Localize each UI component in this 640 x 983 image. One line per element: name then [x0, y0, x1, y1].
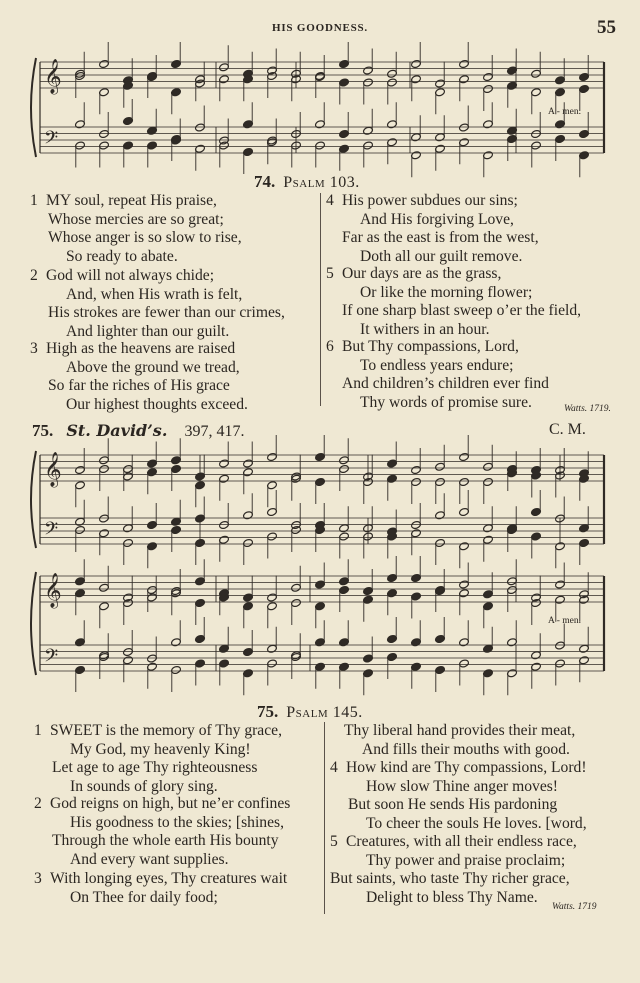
- hymn75-source: Psalm 145.: [286, 704, 363, 721]
- hymn75-verse-3-cont: Thy liberal hand provides their meat, And fills their mouths with good.: [344, 722, 576, 758]
- tune75-meter: C. M.: [549, 421, 586, 438]
- hymn74-number: 74.: [254, 172, 276, 191]
- hymn75-heading: [257, 702, 363, 722]
- hymn75-verse-2: 2 God reigns on high, but ne’er confines His goodness to the skies; [shines, Through the whole earth His bounty And every want supplies.: [34, 795, 291, 868]
- hymn74-source: Psalm 103.: [283, 174, 360, 191]
- hymn74-verse-2: 2 God will not always chide; And, when His wrath is felt, His strokes are fewer than our crimes, And lighter than our guilt.: [30, 267, 285, 340]
- system3-treble-clef: 𝄞: [44, 573, 62, 608]
- column-divider-74: [320, 193, 321, 406]
- system3-bass-clef: 𝄢: [44, 646, 59, 671]
- system3-brace: [31, 572, 36, 675]
- column-divider-75: [324, 722, 325, 914]
- hymn74-heading: [254, 172, 360, 192]
- system2-bass-clef: 𝄢: [44, 519, 59, 544]
- hymn74-verse-1: 1 MY soul, repeat His praise, Whose mercies are so great; Whose anger is so slow to rise, So ready to abate.: [30, 192, 242, 265]
- hymn74-verse-4: 4 His power subdues our sins; And His forgiving Love, Far as the east is from the west, Doth all our guilt remove.: [326, 192, 539, 265]
- hymn74-verse-6: 6 But Thy compassions, Lord, To endless years endure; And children’s children ever find Thy words of promise sure.: [326, 338, 549, 411]
- amen-top: A - men.: [548, 107, 581, 117]
- system1-treble-clef: 𝄞: [44, 59, 62, 94]
- system1-bass-clef: 𝄢: [44, 128, 59, 153]
- tune75-heading: [32, 421, 244, 441]
- hymn74-verse-3: 3 High as the heavens are raised Above the ground we tread, So far the riches of His grace Our highest thoughts exceed.: [30, 340, 248, 413]
- hymn74-credit: Watts. 1719.: [564, 404, 611, 414]
- hymn75-verse-3: 3 With longing eyes, Thy creatures wait On Thee for daily food;: [34, 870, 288, 906]
- tune75-number: 75.: [32, 421, 54, 440]
- system2-treble-clef: 𝄞: [44, 452, 62, 487]
- hymn74-verse-5: 5 Our days are as the grass, Or like the morning flower; If one sharp blast sweep o’er the field, It withers in an hour.: [326, 265, 582, 338]
- system2-brace: [31, 451, 36, 548]
- tune75-refs: 397, 417.: [184, 423, 245, 440]
- system1-brace: [31, 58, 36, 157]
- hymn75-credit: Watts. 1719: [552, 902, 597, 912]
- running-head: HIS GOODNESS.: [272, 22, 368, 34]
- page-number: 55: [597, 17, 616, 38]
- hymn75-number: 75.: [257, 702, 279, 721]
- hymn75-verse-1: 1 SWEET is the memory of Thy grace, My God, my heavenly King! Let age to age Thy righteousness In sounds of glory sing.: [34, 722, 282, 795]
- amen-tune75: A - men.: [548, 616, 581, 626]
- hymn75-verse-5: 5 Creatures, with all their endless race, Thy power and praise proclaim; But saints, who taste Thy richer grace, Delight to bless Thy Name.: [330, 833, 577, 906]
- hymn75-verse-4: 4 How kind are Thy compassions, Lord! How slow Thine anger moves! But soon He sends His pardoning To cheer the souls He loves. [word,: [330, 759, 587, 832]
- tune75-name: St. David’s.: [66, 421, 168, 440]
